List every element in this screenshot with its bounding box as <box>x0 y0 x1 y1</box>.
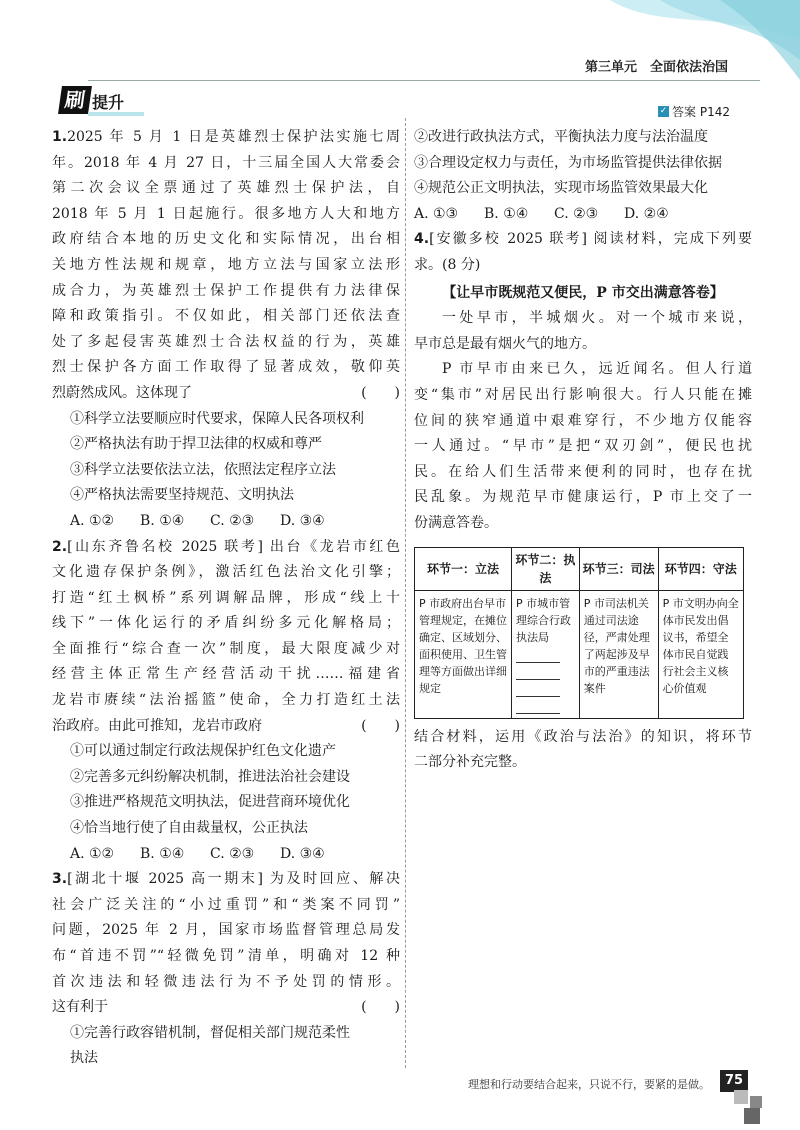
option-statement: ②完善多元纠纷解决机制，推进法治社会建设 <box>70 768 350 785</box>
question-text: 成合力，为英雄烈士保护工作提供有力法律保 <box>52 282 400 299</box>
answer-choices <box>52 842 400 868</box>
task-text: 二部分补充完整。 <box>414 754 526 771</box>
page-number: 75 <box>720 1070 748 1092</box>
option-statement: ①可以通过制定行政法规保护红色文化遗产 <box>70 743 336 760</box>
left-column <box>52 125 400 1072</box>
question-text: 社会广泛关注的“小过重罚”和“类案不同罚” <box>52 896 400 913</box>
choice-c[interactable]: C. ②③ <box>210 512 255 529</box>
answer-blank[interactable]: ( ) <box>361 999 400 1016</box>
question-text: 经营主体正常生产经营活动干扰……福建省 <box>52 666 400 683</box>
question-3-continued <box>414 125 752 227</box>
table-header: 环节四：守法 <box>658 547 743 590</box>
question-text: 障和政策指引。不仅如此，相关部门还依法查 <box>52 308 400 325</box>
question-4 <box>414 227 752 775</box>
table-cell: P 市政府出台早市管理规定，在摊位确定、区域划分、面积使用、卫生管理等方面做出详细规定 <box>415 590 512 718</box>
material-line: 民乱象。为规范早市健康运行，P 市上交了一 <box>414 489 752 506</box>
choice-d[interactable]: D. ③④ <box>280 845 325 862</box>
unit-title: 第三单元 全面依法治国 <box>584 60 728 75</box>
material-line: 位间的狭窄通道中艰难穿行，不少地方仅能容 <box>414 412 752 429</box>
material-line: 变“集市”对居民出行影响很大。行人只能在摊 <box>414 386 752 403</box>
question-text: [湖北十堰 2025 高一期末] 为及时回应、解决 <box>67 871 400 888</box>
question-text: 文化遗存保护条例》，激活红色法治文化引擎； <box>52 564 400 581</box>
choice-b[interactable]: B. ①④ <box>140 845 185 862</box>
question-text: 关地方性法规和规章，地方立法与国家立法形 <box>52 256 400 273</box>
question-number: 3. <box>52 871 68 888</box>
table-cell: P 市文明办向全体市民发出倡议书，希望全体市民自觉践行社会主义核心价值观 <box>658 590 743 718</box>
question-3 <box>52 867 400 1072</box>
fill-blank[interactable] <box>516 682 560 697</box>
question-text: [安徽多校 2025 联考] 阅读材料，完成下列要 <box>429 231 752 248</box>
question-text: 布“首违不罚”“轻微免罚”清单，明确对 12 种 <box>52 948 400 964</box>
table-cell-with-blanks <box>512 590 580 718</box>
question-text: 首次违法和轻微违法行为不予处罚的情形。 <box>52 973 400 990</box>
question-text: 2018 年 5 月 1 日起施行。很多地方人大和地方 <box>52 205 400 222</box>
answer-blank[interactable]: ( ) <box>361 717 400 734</box>
header-rule <box>88 80 760 81</box>
question-text: 打造“红土枫桥”系列调解品牌，形成“线上十 <box>52 589 400 606</box>
option-statement: ②改进行政执法方式，平衡执法力度与法治温度 <box>414 129 708 145</box>
answer-choices <box>52 509 400 535</box>
section-brand <box>60 86 146 116</box>
choice-a[interactable]: A. ①② <box>70 512 115 529</box>
question-text: 处了多起侵害英雄烈士合法权益的行为，英雄 <box>52 333 400 350</box>
question-text: 年。2018 年 4 月 27 日，十三届全国人大常委会 <box>52 154 400 171</box>
option-statement: ③推进严格规范文明执法，促进营商环境优化 <box>70 794 350 811</box>
question-text: [山东齐鲁名校 2025 联考] 出台《龙岩市红色 <box>67 538 400 555</box>
option-statement: 执法 <box>70 1050 98 1067</box>
table-header: 环节二：执法 <box>512 547 580 590</box>
question-text: 线下”一体化运行的矛盾纠纷多元化解格局； <box>52 615 400 632</box>
fill-blank[interactable] <box>516 648 560 663</box>
choice-a[interactable]: A. ①② <box>70 845 115 862</box>
question-text: 2025 年 5 月 1 日是英雄烈士保护法实施七周 <box>67 129 400 145</box>
option-statement: ②严格执法有助于捍卫法律的权威和尊严 <box>70 436 322 453</box>
question-text: 求。(8 分) <box>414 256 481 273</box>
answer-choices <box>414 202 752 228</box>
choice-c[interactable]: C. ②③ <box>210 845 255 862</box>
question-text: 治政府。由此可推知，龙岩市政府 <box>52 717 262 734</box>
material-paragraph <box>414 306 752 357</box>
choice-b[interactable]: B. ①④ <box>140 512 185 529</box>
option-statement: ①科学立法要顺应时代要求，保障人民各项权利 <box>70 410 364 427</box>
option-statement: ④严格执法需要坚持规范、文明执法 <box>70 487 294 504</box>
footer-motto: 理想和行动要结合起来，只说不行，要紧的是做。 <box>468 1078 710 1091</box>
question-text: 全面推行“综合查一次”制度，最大限度减少对 <box>52 640 400 657</box>
task-text: 结合材料，运用《政治与法治》的知识，将环节 <box>414 728 752 745</box>
answer-blank[interactable]: ( ) <box>361 384 400 401</box>
material-line: 一人通过。“早市”是把“双刃剑”，便民也扰 <box>414 438 752 455</box>
column-divider <box>405 118 406 1068</box>
steps-table <box>414 547 744 719</box>
material-line: 早市总是最有烟火气的地方。 <box>414 335 596 352</box>
question-number: 1. <box>52 129 68 145</box>
choice-b[interactable]: B. ①④ <box>484 205 529 222</box>
question-text: 政府结合本地的历史文化和实际情况，出台相 <box>52 231 400 248</box>
answer-page-label: 答案 P142 <box>672 105 730 119</box>
choice-c[interactable]: C. ②③ <box>554 205 599 222</box>
question-text: 烈蔚然成风。这体现了 <box>52 384 192 401</box>
question-text: 第二次会议全票通过了英雄烈士保护法，自 <box>52 180 400 197</box>
material-line: 份满意答卷。 <box>414 514 498 531</box>
option-statement: ④恰当地行使了自由裁量权，公正执法 <box>70 820 308 837</box>
brand-sub: 提升 <box>92 93 125 112</box>
material-line: P 市早市由来已久，远近闻名。但人行道 <box>442 361 752 378</box>
material-line: 民。在给人们生活带来便利的同时，也存在扰 <box>414 463 752 480</box>
table-header: 环节一：立法 <box>415 547 512 590</box>
option-statement: ③合理设定权力与责任，为市场监管提供法律依据 <box>414 154 722 171</box>
material-line: 一处早市，半城烟火。对一个城市来说， <box>442 310 752 327</box>
question-text: 龙岩市赓续“法治摇篮”使命，全力打造红土法 <box>52 692 400 709</box>
question-number: 2. <box>52 538 68 555</box>
brand-main: 刷 <box>58 86 92 114</box>
option-statement: ③科学立法要依法立法，依照法定程序立法 <box>70 461 336 478</box>
brand-stripe <box>88 112 144 116</box>
choice-a[interactable]: A. ①③ <box>414 205 459 222</box>
question-2 <box>52 535 400 868</box>
question-1 <box>52 125 400 535</box>
question-text: 问题，2025 年 2 月，国家市场监督管理总局发 <box>52 922 400 939</box>
table-cell: P 市司法机关通过司法途径，严肃处理了两起涉及早市的严重违法案件 <box>579 590 658 718</box>
fill-blank[interactable] <box>516 699 560 714</box>
answer-reference <box>658 103 730 120</box>
choice-d[interactable]: D. ②④ <box>624 205 669 222</box>
option-statement: ①完善行政容错机制，督促相关部门规范柔性 <box>70 1024 350 1041</box>
table-cell-text: P 市城市管理综合行政执法局 <box>516 596 571 644</box>
question-text: 这有利于 <box>52 999 108 1016</box>
right-column <box>414 125 752 776</box>
choice-d[interactable]: D. ③④ <box>280 512 325 529</box>
table-header: 环节三：司法 <box>579 547 658 590</box>
material-paragraph <box>414 357 752 536</box>
corner-squares-decoration <box>734 1090 774 1126</box>
option-statement: ④规范公正文明执法，实现市场监管效果最大化 <box>414 180 708 197</box>
question-text: 烈士保护各方面工作取得了显著成效，敬仰英 <box>52 359 400 376</box>
material-title: 【让早市既规范又便民，P 市交出满意答卷】 <box>442 284 724 301</box>
question-number: 4. <box>414 231 430 248</box>
check-icon: ✓ <box>659 106 668 116</box>
fill-blank[interactable] <box>516 665 560 680</box>
